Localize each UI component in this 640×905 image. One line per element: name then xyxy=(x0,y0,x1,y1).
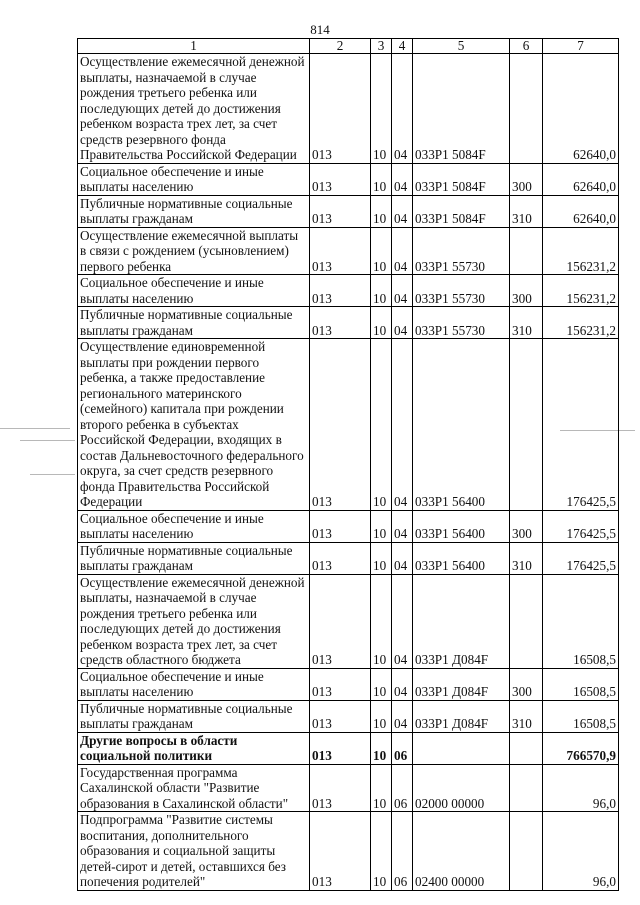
amount: 156231,2 xyxy=(543,307,619,339)
amount: 16508,5 xyxy=(543,574,619,668)
row-description: Публичные нормативные социальные выплаты гражданам xyxy=(78,542,310,574)
subsection-code: 04 xyxy=(392,227,413,275)
amount: 16508,5 xyxy=(543,668,619,700)
row-description: Публичные нормативные социальные выплаты гражданам xyxy=(78,195,310,227)
table-row xyxy=(78,54,619,164)
row-description: Осуществление единовременной выплаты при рождении первого ребенка, а также предоставление регионального материнского (семейного) капитала при рождении второго ребенка в субъектах Российской Федерации, входящих в состав Дальневосточного федерального округа, за счет средств резервного фонда Правительства Российской Федерации xyxy=(78,339,310,511)
target-article: 033P1 55730 xyxy=(413,275,510,307)
amount: 62640,0 xyxy=(543,195,619,227)
header-cell: 2 xyxy=(310,39,371,54)
ministry-code: 013 xyxy=(310,764,371,812)
table-row xyxy=(78,764,619,812)
amount: 176425,5 xyxy=(543,542,619,574)
subsection-code: 04 xyxy=(392,307,413,339)
target-article: 033P1 5084F xyxy=(413,163,510,195)
expense-type xyxy=(510,227,543,275)
target-article: 033P1 5084F xyxy=(413,195,510,227)
amount: 156231,2 xyxy=(543,227,619,275)
subsection-code: 04 xyxy=(392,339,413,511)
section-code: 10 xyxy=(371,275,392,307)
subsection-code: 04 xyxy=(392,275,413,307)
expense-type xyxy=(510,339,543,511)
section-code: 10 xyxy=(371,163,392,195)
subsection-code: 04 xyxy=(392,54,413,164)
section-code: 10 xyxy=(371,732,392,764)
subsection-code: 04 xyxy=(392,700,413,732)
ministry-code: 013 xyxy=(310,668,371,700)
expense-type: 300 xyxy=(510,275,543,307)
ministry-code: 013 xyxy=(310,195,371,227)
target-article: 033P1 5084F xyxy=(413,54,510,164)
expense-type xyxy=(510,732,543,764)
table-row xyxy=(78,275,619,307)
subsection-code: 04 xyxy=(392,542,413,574)
amount: 96,0 xyxy=(543,764,619,812)
amount: 96,0 xyxy=(543,812,619,891)
target-article: 033P1 Д084F xyxy=(413,668,510,700)
subsection-code: 04 xyxy=(392,195,413,227)
ministry-code: 013 xyxy=(310,275,371,307)
ministry-code: 013 xyxy=(310,510,371,542)
ministry-code: 013 xyxy=(310,732,371,764)
budget-table xyxy=(77,38,619,891)
section-code: 10 xyxy=(371,700,392,732)
page-number: 814 xyxy=(310,22,330,37)
target-article: 033P1 56400 xyxy=(413,339,510,511)
expense-type: 310 xyxy=(510,542,543,574)
header-cell: 5 xyxy=(413,39,510,54)
target-article: 02400 00000 xyxy=(413,812,510,891)
row-description: Осуществление ежемесячной денежной выплаты, назначаемой в случае рождения третьего ребенка или последующих детей до достижения ребенком возраста трех лет, за счет средств областного бюджета xyxy=(78,574,310,668)
row-description: Публичные нормативные социальные выплаты гражданам xyxy=(78,700,310,732)
ministry-code: 013 xyxy=(310,700,371,732)
amount: 176425,5 xyxy=(543,510,619,542)
scan-artifact-line xyxy=(30,474,75,475)
section-code: 10 xyxy=(371,307,392,339)
scan-artifact-line xyxy=(0,428,70,429)
ministry-code: 013 xyxy=(310,339,371,511)
target-article xyxy=(413,732,510,764)
table-row xyxy=(78,163,619,195)
ministry-code: 013 xyxy=(310,163,371,195)
header-cell: 3 xyxy=(371,39,392,54)
amount: 176425,5 xyxy=(543,339,619,511)
row-description: Публичные нормативные социальные выплаты гражданам xyxy=(78,307,310,339)
ministry-code: 013 xyxy=(310,574,371,668)
target-article: 02000 00000 xyxy=(413,764,510,812)
scan-artifact-line xyxy=(20,440,75,441)
table-row xyxy=(78,812,619,891)
ministry-code: 013 xyxy=(310,812,371,891)
row-description: Социальное обеспечение и иные выплаты населению xyxy=(78,163,310,195)
target-article: 033P1 55730 xyxy=(413,227,510,275)
row-description: Другие вопросы в области социальной политики xyxy=(78,732,310,764)
expense-type xyxy=(510,764,543,812)
table-row xyxy=(78,732,619,764)
table-row xyxy=(78,542,619,574)
table-row xyxy=(78,510,619,542)
target-article: 033P1 56400 xyxy=(413,510,510,542)
section-code: 10 xyxy=(371,195,392,227)
table-row xyxy=(78,574,619,668)
expense-type: 300 xyxy=(510,668,543,700)
section-code: 10 xyxy=(371,574,392,668)
section-code: 10 xyxy=(371,542,392,574)
amount: 766570,9 xyxy=(543,732,619,764)
ministry-code: 013 xyxy=(310,227,371,275)
target-article: 033P1 Д084F xyxy=(413,700,510,732)
subsection-code: 06 xyxy=(392,732,413,764)
header-row xyxy=(78,39,619,54)
section-code: 10 xyxy=(371,510,392,542)
table-row xyxy=(78,668,619,700)
row-description: Подпрограмма "Развитие системы воспитания, дополнительного образования и социальной защиты детей-сирот и детей, оставшихся без попечения родителей" xyxy=(78,812,310,891)
expense-type: 310 xyxy=(510,700,543,732)
subsection-code: 04 xyxy=(392,574,413,668)
ministry-code: 013 xyxy=(310,54,371,164)
target-article: 033P1 Д084F xyxy=(413,574,510,668)
header-cell: 7 xyxy=(543,39,619,54)
expense-type: 300 xyxy=(510,163,543,195)
subsection-code: 04 xyxy=(392,668,413,700)
row-description: Социальное обеспечение и иные выплаты населению xyxy=(78,275,310,307)
section-code: 10 xyxy=(371,668,392,700)
amount: 62640,0 xyxy=(543,163,619,195)
table-row xyxy=(78,700,619,732)
table-row xyxy=(78,195,619,227)
table-row xyxy=(78,227,619,275)
header-cell: 6 xyxy=(510,39,543,54)
amount: 156231,2 xyxy=(543,275,619,307)
amount: 62640,0 xyxy=(543,54,619,164)
expense-type xyxy=(510,574,543,668)
target-article: 033P1 56400 xyxy=(413,542,510,574)
header-cell: 1 xyxy=(78,39,310,54)
expense-type xyxy=(510,812,543,891)
table-row xyxy=(78,307,619,339)
ministry-code: 013 xyxy=(310,542,371,574)
section-code: 10 xyxy=(371,764,392,812)
expense-type: 310 xyxy=(510,307,543,339)
row-description: Осуществление ежемесячной денежной выплаты, назначаемой в случае рождения третьего ребенка или последующих детей до достижения ребенком возраста трех лет, за счет средств резервного фонда Правительства Российской Федерации xyxy=(78,54,310,164)
header-cell: 4 xyxy=(392,39,413,54)
amount: 16508,5 xyxy=(543,700,619,732)
row-description: Государственная программа Сахалинской области "Развитие образования в Сахалинской области" xyxy=(78,764,310,812)
row-description: Осуществление ежемесячной выплаты в связи с рождением (усыновлением) первого ребенка xyxy=(78,227,310,275)
expense-type: 310 xyxy=(510,195,543,227)
target-article: 033P1 55730 xyxy=(413,307,510,339)
subsection-code: 06 xyxy=(392,812,413,891)
row-description: Социальное обеспечение и иные выплаты населению xyxy=(78,510,310,542)
subsection-code: 06 xyxy=(392,764,413,812)
subsection-code: 04 xyxy=(392,163,413,195)
ministry-code: 013 xyxy=(310,307,371,339)
section-code: 10 xyxy=(371,339,392,511)
row-description: Социальное обеспечение и иные выплаты населению xyxy=(78,668,310,700)
table-row xyxy=(78,339,619,511)
expense-type xyxy=(510,54,543,164)
section-code: 10 xyxy=(371,812,392,891)
section-code: 10 xyxy=(371,54,392,164)
expense-type: 300 xyxy=(510,510,543,542)
section-code: 10 xyxy=(371,227,392,275)
subsection-code: 04 xyxy=(392,510,413,542)
